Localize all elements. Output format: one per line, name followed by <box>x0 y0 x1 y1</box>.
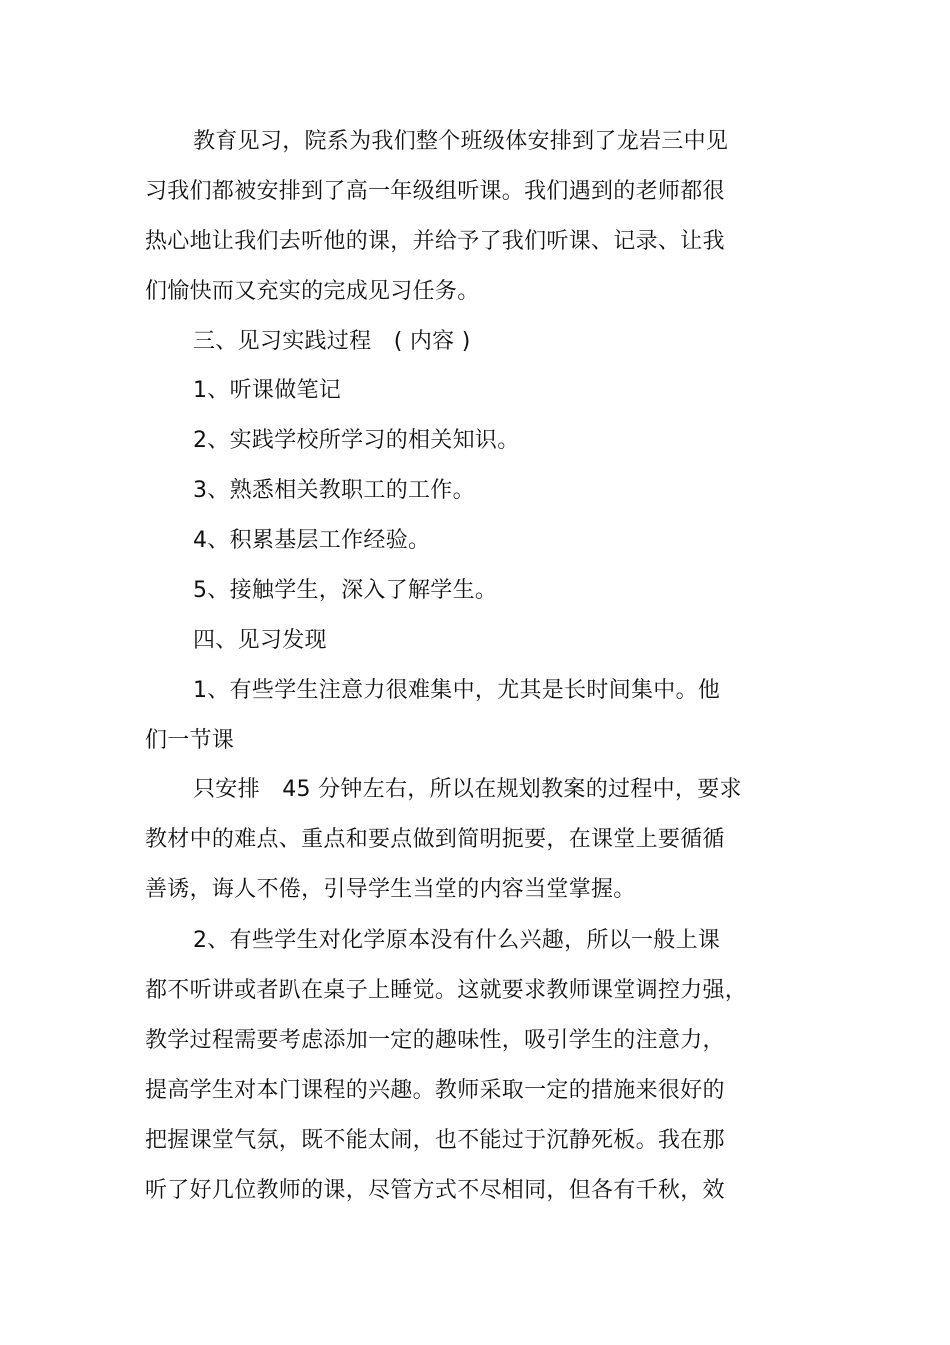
paragraph-line: 善诱，诲人不倦，引导学生当堂的内容当堂掌握。 <box>145 877 636 902</box>
paragraph-line: 1、有些学生注意力很难集中，尤其是长时间集中。他 <box>193 678 721 703</box>
paragraph-line: 只安排 45 分钟左右，所以在规划教案的过程中，要求 <box>193 777 742 802</box>
list-item: 2、实践学校所学习的相关知识。 <box>193 428 520 453</box>
list-item: 1、听课做笔记 <box>193 378 342 403</box>
paragraph-line: 教育见习，院系为我们整个班级体安排到了龙岩三中见 <box>193 129 729 154</box>
paragraph-line: 们一节课 <box>145 728 235 753</box>
paragraph-line: 提高学生对本门课程的兴趣。教师采取一定的措施来很好的 <box>145 1078 725 1103</box>
paragraph-line: 都不听讲或者趴在桌子上睡觉。这就要求教师课堂调控力强， <box>145 978 748 1003</box>
list-item: 4、积累基层工作经验。 <box>193 528 431 553</box>
paragraph-line: 习我们都被安排到了高一年级组听课。我们遇到的老师都很 <box>145 179 725 204</box>
section-heading: 四、见习发现 <box>193 628 327 653</box>
paragraph-line: 2、有些学生对化学原本没有什么兴趣，所以一般上课 <box>193 928 721 953</box>
list-item: 3、熟悉相关教职工的工作。 <box>193 478 475 503</box>
section-heading: 三、见习实践过程 ( 内容 ) <box>193 329 471 354</box>
paragraph-line: 把握课堂气氛，既不能太闹，也不能过于沉静死板。我在那 <box>145 1128 725 1153</box>
paragraph-line: 热心地让我们去听他的课，并给予了我们听课、记录、让我 <box>145 229 725 254</box>
paragraph-line: 们愉快而又充实的完成见习任务。 <box>145 279 480 304</box>
list-item: 5、接触学生，深入了解学生。 <box>193 578 498 603</box>
paragraph-line: 教学过程需要考虑添加一定的趣味性，吸引学生的注意力， <box>145 1028 725 1053</box>
paragraph-line: 听了好几位教师的课，尽管方式不尽相同，但各有千秋，效 <box>145 1178 725 1203</box>
paragraph-line: 教材中的难点、重点和要点做到简明扼要，在课堂上要循循 <box>145 827 725 852</box>
